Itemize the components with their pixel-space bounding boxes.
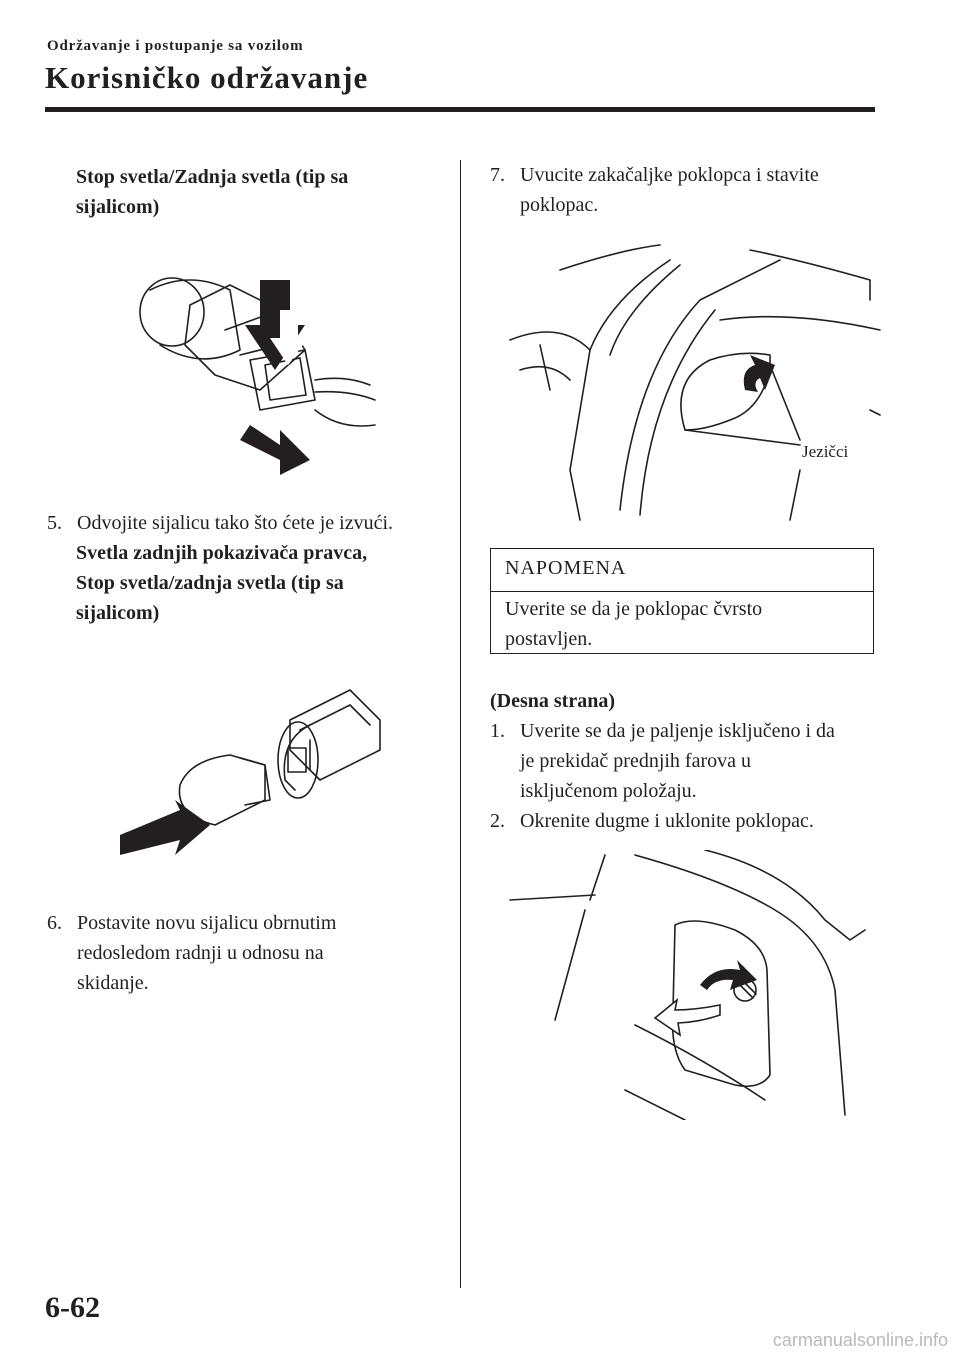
heading-turn-signals: Svetla zadnjih pokazivača pravca, Stop svetla/zadnja svetla (tip sa sijalicom) <box>76 542 368 624</box>
step-7: 7. Uvucite zakačaljke poklopca i stavite poklopac. <box>490 164 819 216</box>
tabs-label: Jezičci <box>802 442 849 461</box>
step-6: 6. Postavite novu sijalicu obrnutim redosledom radnji u odnosu na skidanje. <box>47 912 337 994</box>
note-body: Uverite se da je poklopac čvrsto postavljen. <box>505 598 763 650</box>
heading-stop-lights-1: Stop svetla/Zadnja svetla (tip sa sijalicom) <box>76 166 349 218</box>
subheading-right-side: (Desna strana) <box>490 690 615 712</box>
figure-socket-twist <box>130 250 380 480</box>
page-title: Korisničko održavanje <box>45 60 369 95</box>
step-5: 5. Odvojite sijalicu tako što ćete je izvući. <box>47 512 394 534</box>
watermark: carmanualsonline.info <box>772 1330 948 1350</box>
figure-bulb-removal <box>120 680 390 870</box>
page-number: 6-62 <box>45 1291 100 1324</box>
column-divider <box>460 160 461 1288</box>
step-1: 1. Uverite se da je paljenje isključeno i da je prekidač prednjih farova u isključenom položaju. <box>490 720 835 802</box>
figure-cover-install <box>500 240 890 530</box>
note-heading: NAPOMENA <box>491 549 873 592</box>
header-rule <box>45 107 875 112</box>
note-box <box>490 548 874 654</box>
section-title: Održavanje i postupanje sa vozilom <box>47 38 304 54</box>
figure-cover-remove <box>505 850 890 1120</box>
step-2: 2. Okrenite dugme i uklonite poklopac. <box>490 810 814 832</box>
